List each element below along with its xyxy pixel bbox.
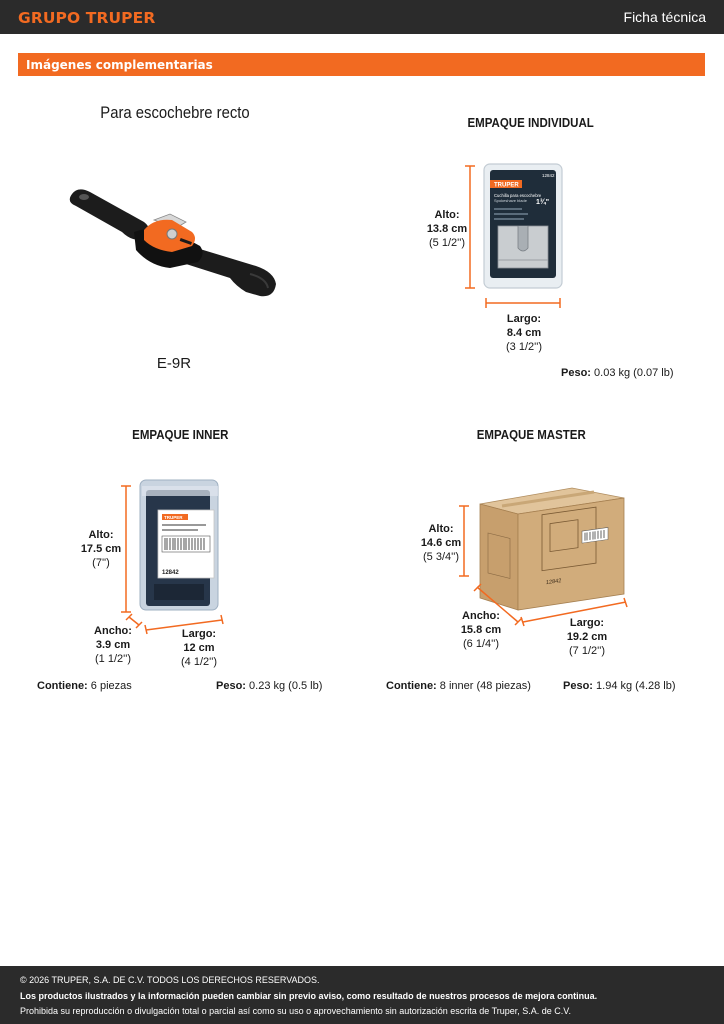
individual-package-image bbox=[484, 164, 564, 290]
product-model: E-9R bbox=[156, 355, 192, 372]
inner-weight: Peso: 0.23 kg (0.5 lb) bbox=[216, 680, 323, 692]
sheet-title: Ficha técnica bbox=[623, 9, 706, 25]
inner-ancho: Ancho: 3.9 cm (1 1/2'') bbox=[94, 625, 132, 665]
individual-pack-code: 12842 bbox=[542, 173, 555, 178]
inner-largo: Largo: 12 cm (4 1/2'') bbox=[181, 628, 217, 668]
individual-largo: Largo: 8.4 cm (3 1/2'') bbox=[506, 313, 542, 353]
master-package-title: EMPAQUE MASTER bbox=[476, 428, 586, 442]
individual-pack-name-en: Spokeshave blade bbox=[494, 198, 527, 203]
inner-pack-code: 12842 bbox=[162, 570, 179, 576]
individual-alto: Alto: 13.8 cm (5 1/2'') bbox=[426, 209, 468, 249]
section-title: Imágenes complementarias bbox=[26, 58, 213, 72]
individual-largo-arrow bbox=[484, 297, 564, 309]
individual-pack-name: Cuchilla para escochebre bbox=[494, 193, 542, 198]
brand-logo: GRUPO TRUPER bbox=[18, 9, 156, 27]
master-largo: Largo: 19.2 cm (7 1/2'') bbox=[566, 617, 608, 657]
inner-package-image bbox=[140, 480, 222, 614]
section-header bbox=[18, 53, 705, 76]
inner-contents: Contiene: 6 piezas bbox=[37, 680, 132, 692]
master-alto: Alto: 14.6 cm (5 3/4'') bbox=[420, 523, 462, 563]
master-ancho: Ancho: 15.8 cm (6 1/4'') bbox=[460, 610, 502, 650]
product-title: Para escochebre recto bbox=[100, 104, 250, 122]
individual-weight: Peso: 0.03 kg (0.07 lb) bbox=[561, 367, 674, 379]
individual-pack-brand: TRUPER bbox=[494, 182, 519, 189]
inner-package-title: EMPAQUE INNER bbox=[132, 428, 229, 442]
master-weight: Peso: 1.94 kg (4.28 lb) bbox=[563, 680, 676, 692]
inner-pack-brand: TRUPER bbox=[164, 515, 183, 520]
footer bbox=[0, 966, 724, 1024]
master-pack-code: 12842 bbox=[546, 578, 562, 587]
footer-legal: Prohibida su reproducción o divulgación total o parcial así como su uso o aprovechamiento sin autorización escrita de Truper, S.A. de C.V. bbox=[20, 1006, 571, 1016]
footer-notice: Los productos ilustrados y la información pueden cambiar sin previo aviso, como resultado de nuestros procesos de mejora continua. bbox=[20, 991, 598, 1001]
top-bar bbox=[0, 0, 724, 34]
individual-package-title: EMPAQUE INDIVIDUAL bbox=[467, 116, 594, 130]
inner-alto: Alto: 17.5 cm (7'') bbox=[80, 529, 122, 569]
footer-copyright: © 2026 TRUPER, S.A. DE C.V. TODOS LOS DERECHOS RESERVADOS. bbox=[20, 975, 320, 985]
spokeshave-image bbox=[60, 180, 290, 310]
individual-pack-size: 1¾" bbox=[536, 199, 550, 206]
master-contents: Contiene: 8 inner (48 piezas) bbox=[386, 680, 531, 692]
